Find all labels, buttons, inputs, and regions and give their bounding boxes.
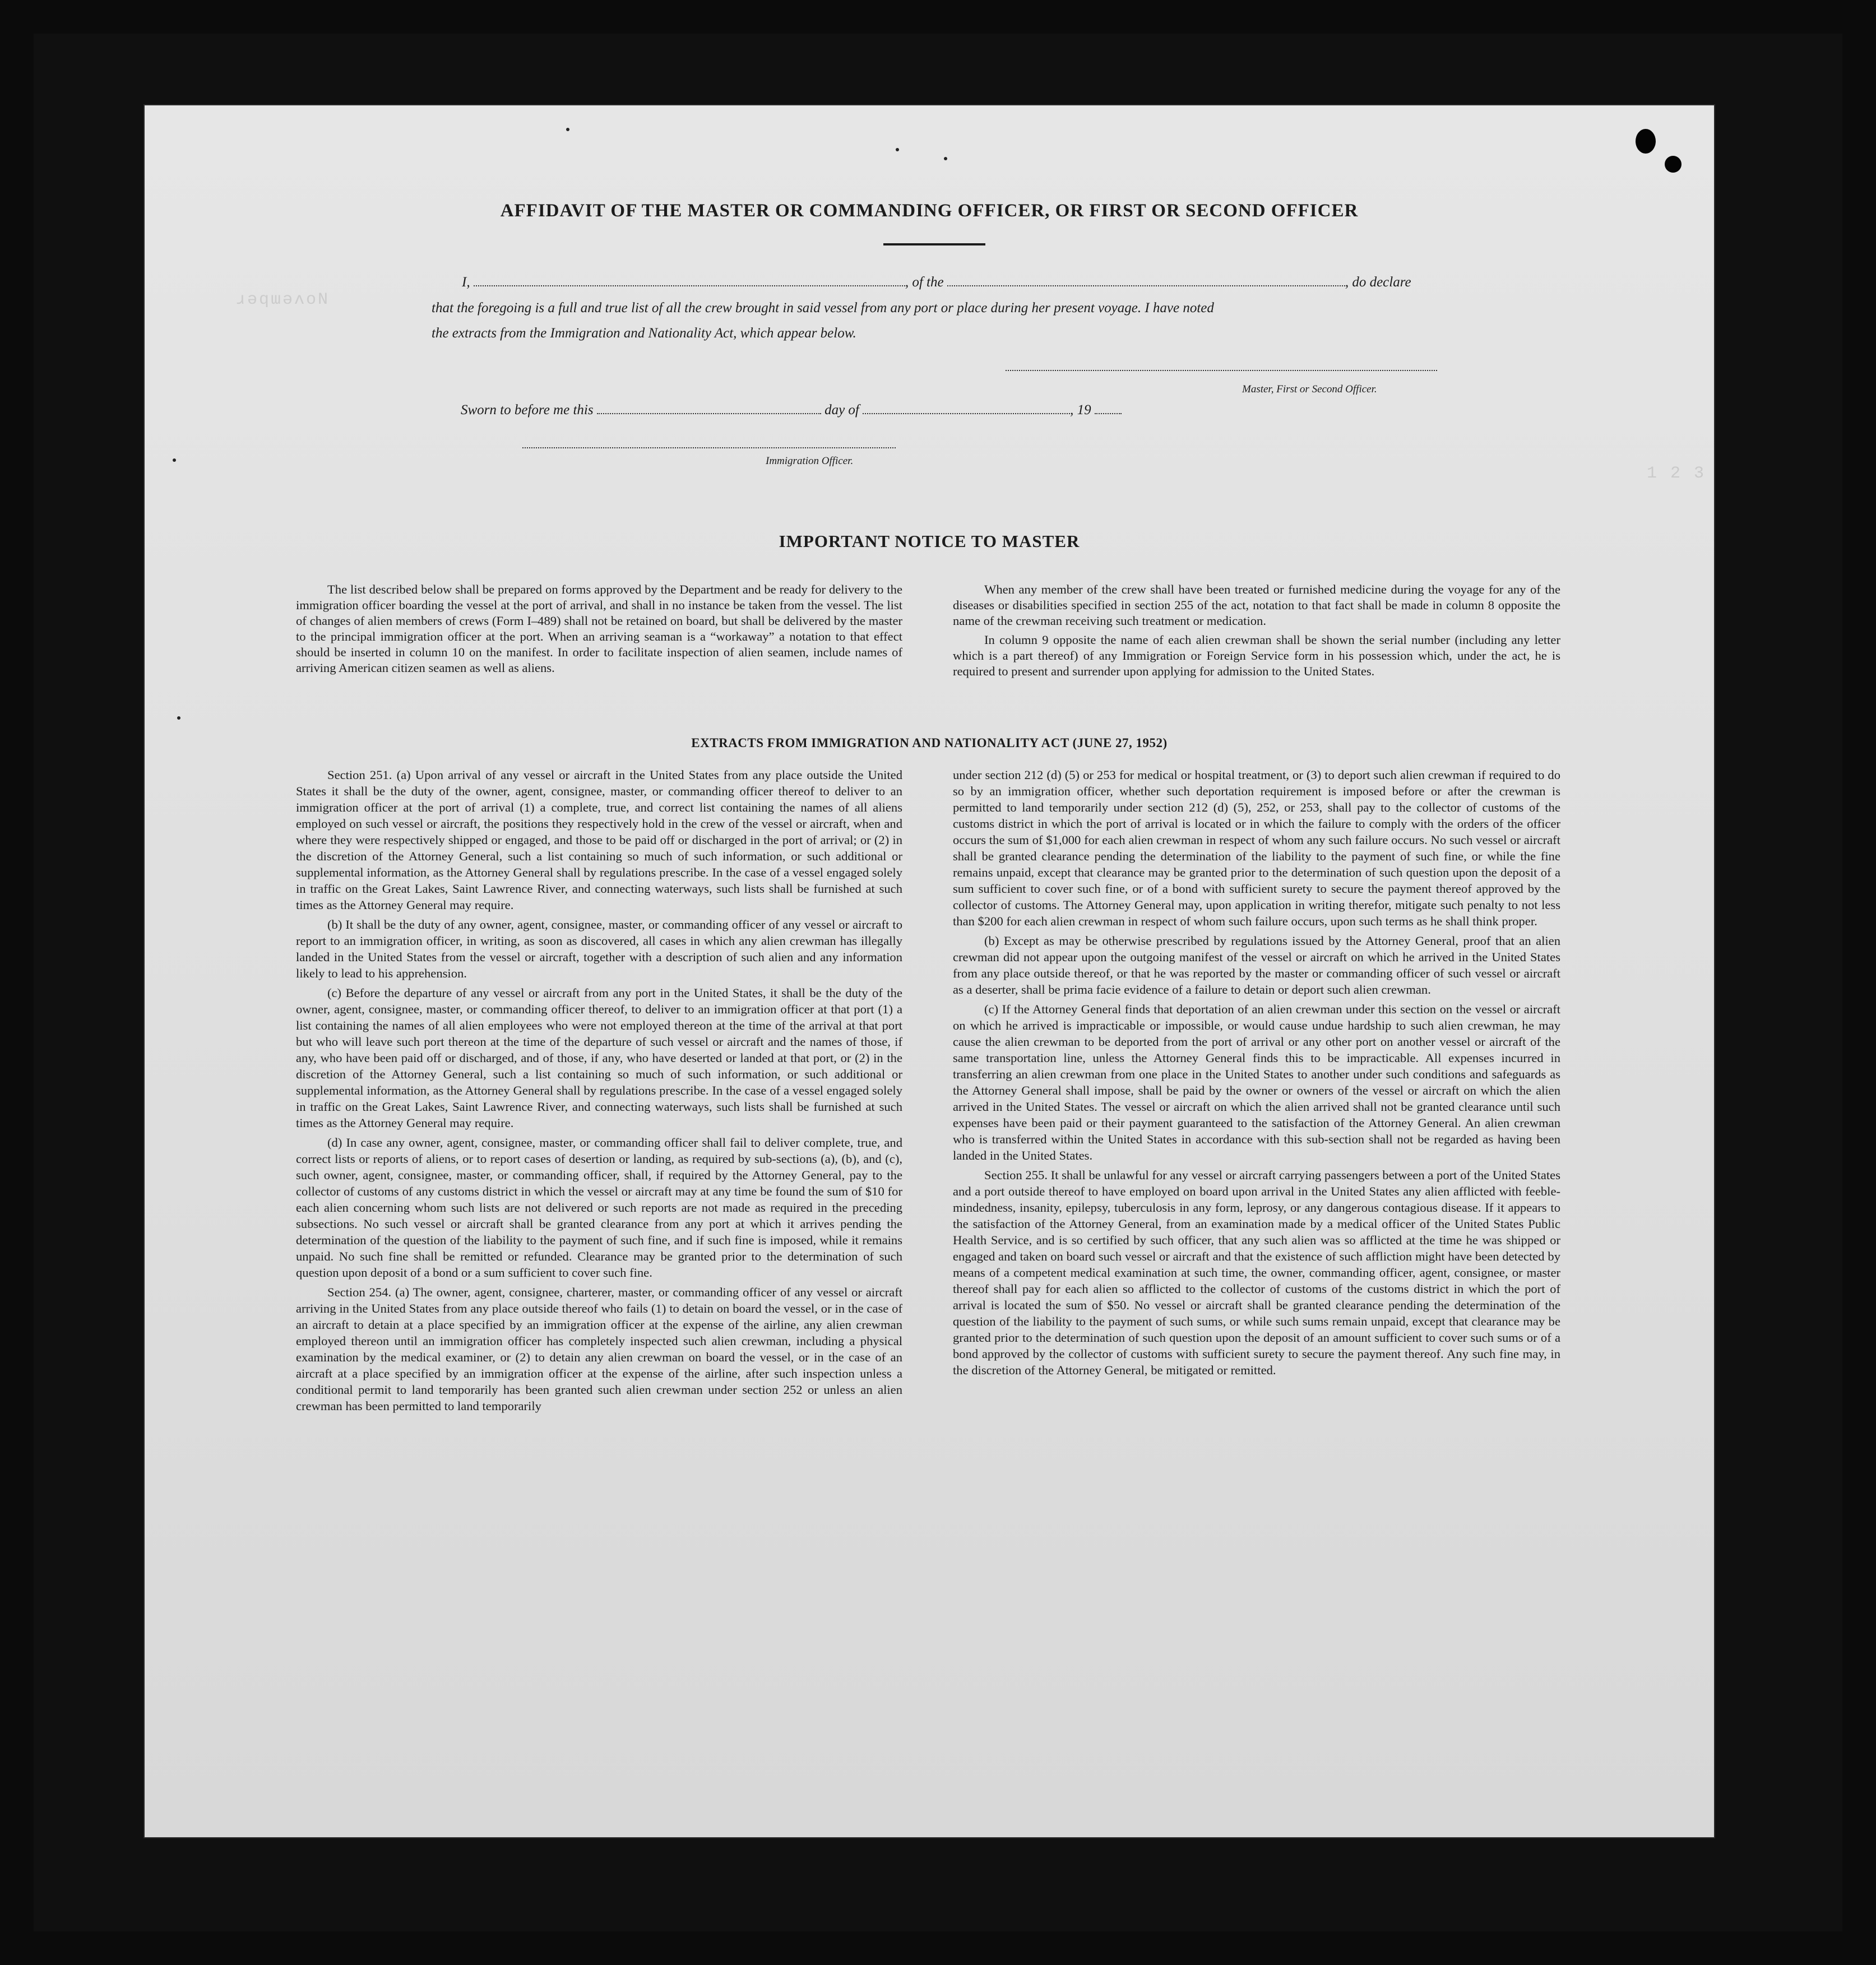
notice-right-column (953, 582, 1560, 683)
section-254-c: (c) If the Attorney General finds that deportation of an alien crewman under this section on the vessel or aircraft on which he arrived is impracticable or impossible, or would cause undue hardship to such alien crewman, he may cause the alien crewman to be deported from the port of arrival or any other port on another vessel or aircraft of the same transportation line, unless the Attorney General finds this to be impracticable. All expenses incurred in transferring an alien crewman from one place in the United States to another under such conditions and safeguards as the Attorney General shall impose, shall be paid by the owner or owners of the vessel or aircraft on which the alien arrived in the United States. The vessel or aircraft on which the alien arrived shall not be granted clearance until such expenses have been paid or their payment guaranteed to the satisfaction of the Attorney General. An alien crewman who is transferred within the United States in accordance with this sub-section shall not be regarded as having been landed in the United States. (953, 1002, 1560, 1162)
extracts-title: EXTRACTS FROM IMMIGRATION AND NATIONALITY ACT (JUNE 27, 1952) (691, 736, 1168, 750)
sworn-day-blank (597, 413, 821, 414)
notice-left-paragraph: The list described below shall be prepared on forms approved by the Department and be ready for delivery to the immigration officer boarding the vessel at the port of arrival, and shall in no instance be taken from the vessel. The list of changes of alien members of crews (Form I–489) shall not be retained on board, but shall be delivered by the master to the principal immigration officer at the port. When an arriving seaman is a “workaway” a notation to that effect should be inserted in column 10 on the manifest. In order to facilitate inspection of alien seamen, include names of arriving American citizen seamen as well as aliens. (296, 582, 902, 675)
title-divider (883, 243, 985, 245)
speck (173, 458, 176, 462)
declaration-declare-label: , do declare (1345, 275, 1411, 290)
section-251-b: (b) It shall be the duty of any owner, agent, consignee, master, or commanding officer of any vessel or aircraft to report to an immigration officer, in writing, as soon as discovered, all cases in which any alien crewman has illegally landed in the United States from the vessel or aircraft, together with a description of such alien and any information likely to lead to his apprehension. (296, 917, 902, 980)
section-255: Section 255. It shall be unlawful for any vessel or aircraft carrying passengers between a port of the United States and a port outside thereof to have employed on board upon arrival in the United States any alien afflicted with feeble-mindedness, insanity, epilepsy, tuberculosis in any form, leprosy, or any dangerous contagious disease. If it appears to the satisfaction of the Attorney General, from an examination made by a medical officer of the United States Public Health Service, and is so certified by such officer, that any such alien was so afflicted at the time he was shipped or engaged and taken on board such vessel or aircraft and that the existence of such affliction might have been detected by means of a competent medical examination at such time, the owner, commanding officer, agent, consignee, or master thereof shall pay for each alien so afflicted to the collector of customs of the customs district in which the port of arrival is located the sum of $50. No vessel or aircraft shall be granted clearance pending the determination of the question of the liability to the payment of such sums, or while such sums remain unpaid, except that clearance may be granted prior to the determination of such question upon the deposit of an amount sufficient to cover such sums or of a bond approved by the collector of customs with sufficient surety to secure the payment thereof. Any such fine may, in the discretion of the Attorney General, be mitigated or remitted. (953, 1168, 1560, 1377)
master-signature-caption: Master, First or Second Officer. (1242, 383, 1377, 395)
section-254-a: Section 254. (a) The owner, agent, consignee, charterer, master, or commanding officer of any vessel or aircraft arriving in the United States from any place outside thereof who fails (1) to detain on board the vessel, or in the case of an aircraft to detain at a place specified by an immigration officer at the expense of the airline, any alien crewman employed thereon until an immigration officer has completely inspected such alien crewman, including a physical examination by the medical examiner, or (2) to detain any alien crewman on board the vessel, or in the case of an aircraft at a place specified by an immigration officer at the expense of the airline, after such inspection unless a conditional permit to land temporarily has been granted such alien crewman under section 252 or unless an alien crewman has been permitted to land temporarily (296, 1285, 902, 1413)
section-251-c: (c) Before the departure of any vessel or aircraft from any port in the United States, it shall be the duty of the owner, agent, consignee, master, or commanding officer thereof, to deliver to an immigration officer at that port (1) a list containing the names of all alien employees who were not employed thereon at the time of the arrival at that port but who will leave such port thereon at the time of the departure of such vessel or aircraft and the names of those, if any, who have been paid off or discharged, and of those, if any, who have deserted or landed at that port, or (2) in the discretion of the Attorney General, such a list containing so much of such information, or such additional or supplemental information, as the Attorney General shall by regulations prescribe. In the case of a vessel engaged solely in traffic on the Great Lakes, Saint Lawrence River, and connecting waterways, such lists shall be furnished at such times as the Attorney General may require. (296, 986, 902, 1130)
declaration-line-3: the extracts from the Immigration and Nationality Act, which appear below. (432, 326, 856, 341)
speck (566, 128, 569, 131)
sworn-month-blank (863, 413, 1070, 414)
year-label: , 19 (1070, 402, 1091, 418)
punch-hole (1665, 156, 1682, 173)
vessel-blank (947, 285, 1345, 286)
declaration-line-2: that the foregoing is a full and true list of all the crew brought in said vessel from any port or place during her present voyage. I have noted (432, 300, 1214, 316)
speck (177, 716, 180, 720)
declaration-i-label: I, (462, 275, 470, 290)
notice-right-paragraph-1: When any member of the crew shall have been treated or furnished medicine during the voyage for any of the diseases or disabilities specified in section 255 of the act, notation to that fact shall be made in column 8 opposite the name of the crewman receiving such treatment or medication. (953, 582, 1560, 628)
document-page (145, 105, 1714, 1837)
speck (944, 157, 947, 160)
section-254-b: (b) Except as may be otherwise prescribed by regulations issued by the Attorney General, proof that an alien crewman did not appear upon the outgoing manifest of the vessel or aircraft on which he arrived in the United States from any place outside thereof, or that he was reported by the master or commanding officer of such vessel or aircraft as a deserter, shall be prima facie evidence of a failure to detain or deport such alien crewman. (953, 934, 1560, 997)
extracts-left-column (296, 767, 902, 1417)
master-signature-line (1006, 370, 1437, 371)
affidavit-title: AFFIDAVIT OF THE MASTER OR COMMANDING OFFICER, OR FIRST OR SECOND OFFICER (500, 201, 1359, 221)
name-blank (474, 285, 905, 286)
declaration-line-1 (462, 275, 1411, 290)
declaration-of-the-label: , of the (905, 275, 944, 290)
speck (896, 148, 899, 151)
notice-left-column (296, 582, 902, 679)
bleed-through-text: ɹǝqɯǝʌoN (212, 290, 330, 309)
section-254-a-cont: under section 212 (d) (5) or 253 for medical or hospital treatment, or (3) to deport such alien crewman if required to do so by an immigration officer, whether such deportation requirement is imposed before or after the crewman is permitted to land temporarily under section 212 (d) (5), 252, or 253, shall pay to the collector of customs of the customs district in which the port of arrival is located or in which the failure to comply with the orders of the officer occurs the sum of $1,000 for each alien crewman in respect of whom any such failure occurs. No such vessel or aircraft shall be granted clearance pending the determination of the liability to the payment of such fine, or while the fine remains unpaid, except that clearance may be granted prior to the determination of such question upon the deposit of a sum sufficient to cover such fine, or of a bond with sufficient surety to secure the payment thereof approved by the collector of customs. The Attorney General may, upon application in writing therefor, mitigate such penalty to not less than $200 for each alien crewman in respect of whom such failure occurs, upon such terms as he shall think proper. (953, 768, 1560, 928)
bleed-through-text: 1 2 3 (1647, 464, 1706, 483)
sworn-label: Sworn to before me this (461, 402, 594, 418)
day-of-label: day of (824, 402, 859, 418)
notice-right-paragraph-2: In column 9 opposite the name of each alien crewman shall be shown the serial number (including any letter which is a part thereof) of any Immigration or Foreign Service form in his possession which, under the act, he is required to present and surrender upon applying for admission to the United States. (953, 633, 1560, 678)
notice-title: IMPORTANT NOTICE TO MASTER (779, 531, 1080, 551)
officer-signature-line (522, 447, 896, 448)
sworn-line (461, 402, 1122, 418)
section-251-a: Section 251. (a) Upon arrival of any vessel or aircraft in the United States from any place outside the United States it shall be the duty of the owner, agent, consignee, master, or commanding officer thereof to deliver to an immigration officer at the port of arrival (1) a complete, true, and correct list containing the names of all aliens employed on such vessel or aircraft, the positions they respectively hold in the crew of the vessel or aircraft, when and where they were respectively shipped or engaged, and those to be paid off or discharged in the port of arrival; or (2) in the discretion of the Attorney General, such a list containing so much of such information, or such additional or supplemental information, as the Attorney General shall by regulations prescribe. In the case of a vessel engaged solely in traffic on the Great Lakes, Saint Lawrence River, and connecting waterways, such lists shall be furnished at such times as the Attorney General may require. (296, 768, 902, 912)
punch-hole (1636, 129, 1656, 154)
extracts-right-column (953, 767, 1560, 1382)
section-251-d: (d) In case any owner, agent, consignee, master, or commanding officer shall fail to deliver complete, true, and correct lists or reports of aliens, or to report cases of desertion or landing, as required by sub-sections (a), (b), and (c), such owner, agent, consignee, master, or commanding officer, shall, if required by the Attorney General, pay to the collector of customs of any customs district in which the vessel or aircraft may at any time be found the sum of $10 for each alien concerning whom such lists are not delivered or such reports are not made as required in the preceding subsections. No such vessel or aircraft shall be granted clearance from any port at which it arrives pending the determination of the question of the liability to the payment of such fine, and if such fine is imposed, while it remains unpaid. No such fine shall be remitted or refunded. Clearance may be granted prior to the determination of such question upon deposit of a bond or a sum sufficient to cover such fine. (296, 1136, 902, 1280)
officer-signature-caption: Immigration Officer. (766, 455, 854, 467)
sworn-year-blank (1095, 413, 1122, 414)
